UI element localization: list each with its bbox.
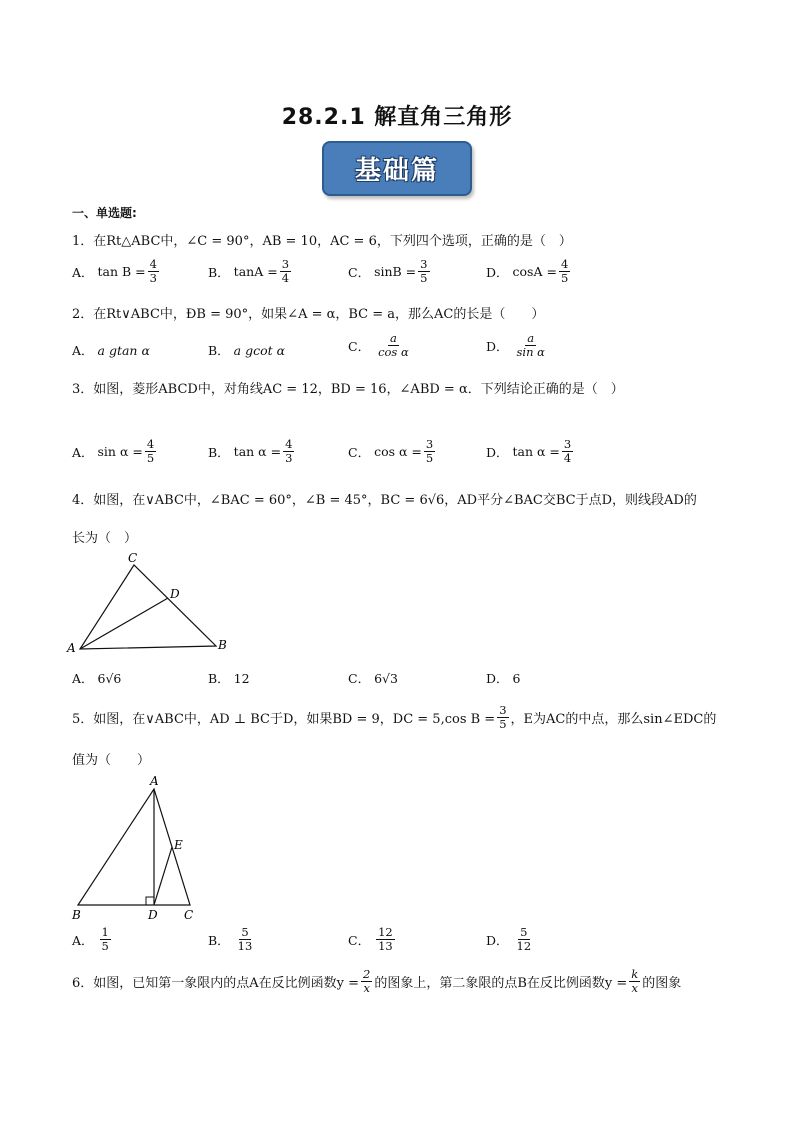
option-expr: tanA =: [233, 264, 278, 279]
option-label: C．: [348, 264, 371, 280]
page-title: 28.2.1 解直角三角形: [281, 105, 513, 130]
fraction: $\frac{4}{3}$: [285, 437, 293, 465]
stem-part: 的图象: [642, 976, 682, 991]
label-d: D: [170, 587, 180, 601]
option-label: D．: [486, 264, 509, 280]
right-angle-mark: [146, 897, 154, 905]
q5-figure: [66, 772, 206, 922]
q4-option-d[interactable]: [486, 669, 520, 687]
option-expr: cos α =: [374, 444, 422, 459]
option-label: B．: [208, 264, 230, 280]
q4-option-c[interactable]: [348, 669, 398, 687]
q3-option-c[interactable]: [348, 438, 437, 465]
fraction: $\frac{4}{3}$: [149, 257, 157, 285]
label-c: C: [128, 551, 138, 565]
fraction: $\frac{4}{5}$: [560, 257, 569, 285]
fraction: $\frac{1}{5}$: [101, 925, 109, 953]
option-label: C．: [348, 671, 371, 686]
q5-stem: [72, 704, 716, 731]
q1-option-a[interactable]: [72, 258, 161, 285]
option-expr: cosA =: [512, 264, 557, 279]
fraction: $\frac{5}{12}$: [516, 925, 532, 953]
option-label: A．: [72, 932, 94, 948]
badge-label: 基础篇: [354, 156, 439, 186]
option-label: A．: [72, 671, 94, 686]
q5-option-b[interactable]: [208, 926, 256, 953]
option-label: B．: [208, 444, 230, 460]
option-expr: 12: [233, 670, 250, 686]
fraction: $\frac{k}{x}$: [631, 967, 639, 995]
option-expr: 6√6: [97, 670, 122, 686]
stem-part: ，E为AC的中点，那么sin∠EDC的: [510, 712, 717, 727]
q4-figure: [66, 548, 236, 658]
q1-option-b[interactable]: [208, 258, 293, 285]
q3-option-d[interactable]: [486, 438, 575, 465]
option-label: D．: [486, 444, 509, 460]
section-heading: 一、单选题:: [72, 206, 137, 220]
option-label: B．: [208, 671, 230, 686]
q2-option-d[interactable]: [486, 332, 549, 359]
q1-option-d[interactable]: [486, 258, 572, 285]
option-expr: 6: [512, 670, 521, 686]
q5-option-a[interactable]: [72, 926, 113, 953]
level-badge: [322, 141, 472, 196]
label-e: E: [174, 838, 183, 852]
option-label: B．: [208, 932, 230, 948]
fraction: $\frac{4}{5}$: [146, 437, 155, 465]
stem-part: 的图象上，第二象限的点B在反比例函数y =: [374, 976, 628, 991]
label-b: B: [72, 908, 81, 922]
q4-stem-cont: 长为（ ）: [72, 531, 138, 546]
fraction: $\frac{3}{5}$: [499, 703, 507, 731]
option-expr: sinB =: [374, 264, 417, 279]
option-expr: tan α =: [233, 444, 282, 459]
q3-stem: 3．如图，菱形ABCD中，对角线AC = 12，BD = 16，∠ABD = α．下列结论正确的是（ ）: [72, 382, 624, 397]
q2-option-a[interactable]: [72, 341, 150, 359]
q4-stem: 4．如图，在∨ABC中，∠BAC = 60°，∠B = 45°，BC = 6√6，AD平分∠BAC交BC于点D，则线段AD的: [72, 493, 697, 508]
fraction: $\frac{2}{x}$: [363, 967, 371, 995]
label-c: C: [184, 908, 194, 922]
option-label: C．: [348, 444, 371, 460]
option-expr: tan α =: [512, 444, 560, 459]
q3-option-b[interactable]: [208, 438, 296, 465]
option-label: A．: [72, 264, 94, 280]
q4-option-b[interactable]: [208, 669, 250, 687]
fraction: $\frac{3}{5}$: [425, 437, 434, 465]
option-expr: 6√3: [374, 670, 398, 686]
fraction: $\frac{a}{\text{cos α}}$: [378, 331, 409, 359]
q4-option-a[interactable]: [72, 669, 121, 687]
q1-stem: 1．在Rt△ABC中，∠C = 90°，AB = 10，AC = 6，下列四个选项，正确的是（ ）: [72, 234, 572, 249]
option-label: D．: [486, 932, 509, 948]
option-label: C．: [348, 932, 371, 948]
q2-option-c[interactable]: [348, 332, 413, 359]
option-label: A．: [72, 343, 94, 358]
option-expr: a gtan α: [97, 342, 150, 358]
option-expr: tan B =: [97, 264, 146, 279]
option-expr: a gcot α: [233, 342, 286, 358]
segment-ad: [80, 598, 168, 649]
option-label: A．: [72, 444, 94, 460]
q6-stem: [72, 968, 681, 995]
option-label: D．: [486, 338, 509, 354]
q5-stem-cont: 值为（ ）: [72, 753, 151, 768]
fraction: $\frac{12}{13}$: [378, 925, 393, 953]
q3-option-a[interactable]: [72, 438, 158, 465]
segment-de: [154, 847, 172, 905]
label-a: A: [67, 641, 76, 655]
stem-part: 5．如图，在∨ABC中，AD ⊥ BC于D，如果BD = 9，DC = 5,cos B =: [72, 712, 496, 727]
q5-option-c[interactable]: [348, 926, 397, 953]
fraction: $\frac{3}{4}$: [563, 437, 572, 465]
q2-option-b[interactable]: [208, 341, 285, 359]
label-d: D: [148, 908, 158, 922]
q2-stem: 2．在Rt∨ABC中，ÐB = 90°，如果∠A = α，BC = a，那么AC的长是（ ）: [72, 307, 545, 322]
option-label: B．: [208, 343, 230, 358]
fraction: $\frac{5}{13}$: [237, 925, 253, 953]
fraction: $\frac{3}{5}$: [420, 257, 428, 285]
label-a: A: [150, 774, 159, 788]
fraction: $\frac{3}{4}$: [281, 257, 290, 285]
option-expr: sin α =: [97, 444, 143, 459]
q5-option-d[interactable]: [486, 926, 535, 953]
option-label: D．: [486, 671, 509, 686]
q1-option-c[interactable]: [348, 258, 432, 285]
label-b: B: [218, 638, 227, 652]
stem-part: 6．如图，已知第一象限内的点A在反比例函数y =: [72, 976, 360, 991]
triangle-abc: [80, 565, 216, 649]
option-label: C．: [348, 338, 371, 354]
fraction: $\frac{a}{\text{sin α}}$: [516, 331, 545, 359]
